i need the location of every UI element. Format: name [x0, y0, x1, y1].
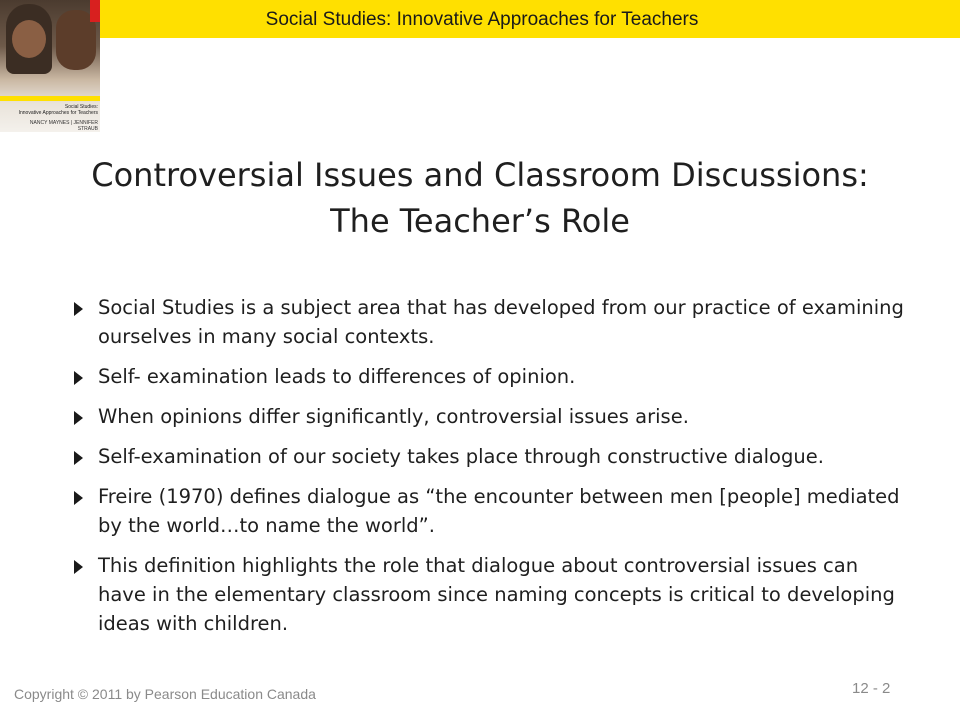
slide-title [0, 152, 960, 244]
slide-title-line2: The Teacher’s Role [330, 202, 630, 240]
bullet-item [72, 293, 912, 351]
triangle-right-icon [74, 451, 83, 465]
slide-title-line1: Controversial Issues and Classroom Discussions: [91, 156, 869, 194]
cover-title: Social Studies: Innovative Approaches for Teachers [18, 104, 98, 116]
bullet-list [72, 293, 912, 649]
cover-authors: NANCY MAYNES | JENNIFER STRAUB [29, 120, 98, 132]
bullet-text: This definition highlights the role that dialogue about controversial issues can have in the elementary classroom since naming concepts is critical to developing ideas with children. [98, 554, 895, 635]
bullet-text: Social Studies is a subject area that has developed from our practice of examining ourselves in many social contexts. [98, 296, 904, 348]
header-title: Social Studies: Innovative Approaches for Teachers [265, 9, 699, 30]
page-number: 12 - 2 [852, 680, 891, 697]
book-cover-image [0, 0, 100, 132]
bullet-item [72, 442, 912, 471]
bullet-item [72, 551, 912, 638]
triangle-right-icon [74, 560, 83, 574]
bullet-text: Self- examination leads to differences of opinion. [98, 365, 576, 388]
triangle-right-icon [74, 411, 83, 425]
bullet-item [72, 362, 912, 391]
triangle-right-icon [74, 371, 83, 385]
bullet-text: When opinions differ significantly, controversial issues arise. [98, 405, 689, 428]
triangle-right-icon [74, 302, 83, 316]
copyright-text: Copyright © 2011 by Pearson Education Canada [14, 686, 316, 702]
header-bar [0, 0, 960, 38]
bullet-item [72, 402, 912, 431]
triangle-right-icon [74, 491, 83, 505]
bullet-text: Freire (1970) defines dialogue as “the encounter between men [people] mediated by the world…to name the world”. [98, 485, 900, 537]
bullet-text: Self-examination of our society takes place through constructive dialogue. [98, 445, 824, 468]
bullet-item [72, 482, 912, 540]
cover-flag [90, 0, 100, 22]
